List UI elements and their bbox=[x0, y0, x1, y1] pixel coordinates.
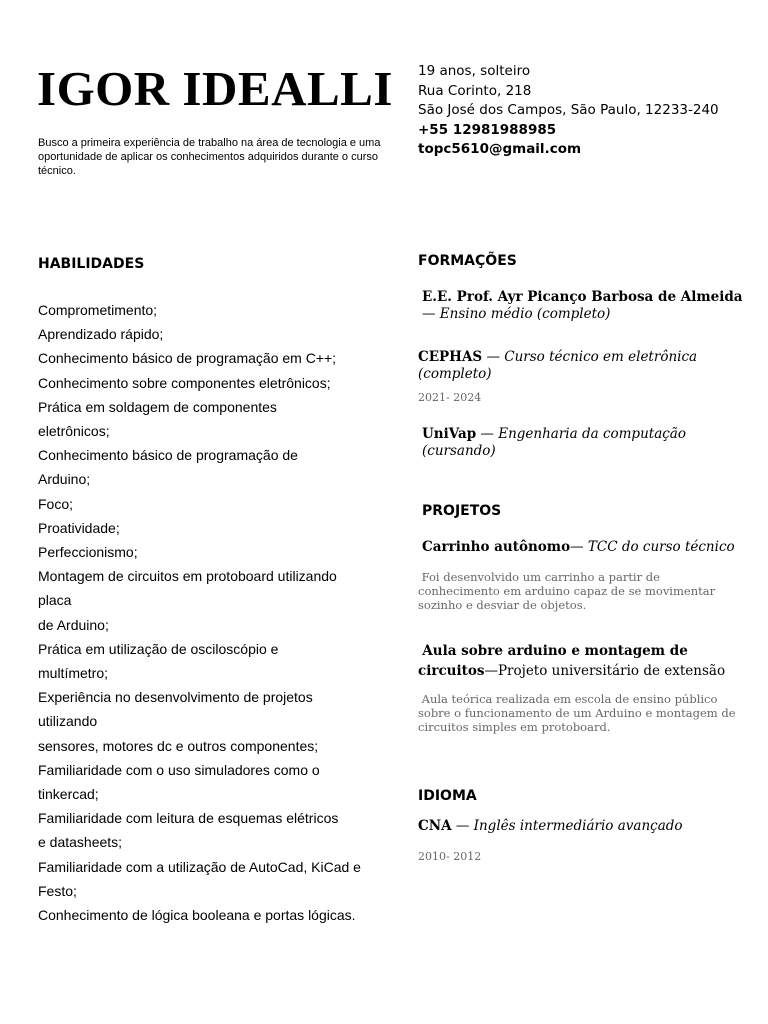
skill-line: multímetro; bbox=[38, 665, 109, 682]
skill-line: Conhecimento básico de programação em C++; bbox=[38, 350, 337, 367]
education-course: Ensino médio (completo) bbox=[439, 306, 611, 322]
contact-city: São José dos Campos, São Paulo, 12233-240 bbox=[418, 102, 719, 118]
skill-line: Comprometimento; bbox=[38, 302, 158, 318]
project-subtitle: Projeto universitário de extensão bbox=[497, 663, 726, 679]
projects-heading: PROJETOS bbox=[422, 503, 502, 519]
project-description bbox=[418, 692, 738, 734]
skill-line: e datasheets; bbox=[38, 834, 123, 851]
education-item bbox=[422, 426, 752, 460]
project-separator: — bbox=[484, 663, 498, 679]
education-dates: 2021- 2024 bbox=[418, 391, 482, 404]
skill-line: de Arduino; bbox=[38, 616, 109, 633]
project-separator: — bbox=[570, 539, 588, 555]
project-description-text: Aula teórica realizada em escola de ensino público sobre o funcionamento de um Arduino e montagem de circuitos simples em protoboard. bbox=[418, 692, 736, 734]
contact-phone: +55 12981988985 bbox=[418, 121, 557, 138]
project-item bbox=[422, 539, 752, 556]
skill-line: Perfeccionismo; bbox=[38, 544, 138, 561]
skills-list bbox=[38, 298, 378, 927]
skill-line: Experiência no desenvolvimento de projetos bbox=[38, 689, 313, 706]
contact-age-status: 19 anos, solteiro bbox=[418, 63, 531, 79]
education-item bbox=[418, 349, 748, 383]
project-name: Aula sobre arduino e montagem de circuitos bbox=[418, 643, 688, 679]
project-item bbox=[418, 641, 748, 681]
skills-heading: HABILIDADES bbox=[38, 256, 145, 272]
skill-line: Prática em soldagem de componentes bbox=[38, 398, 277, 415]
skill-line: Foco; bbox=[38, 495, 74, 512]
contact-email: topc5610@gmail.com bbox=[418, 141, 582, 157]
skill-line: eletrônicos; bbox=[38, 423, 110, 440]
project-name: Carrinho autônomo bbox=[422, 539, 571, 555]
candidate-name: IGOR IDEALLI bbox=[37, 61, 393, 116]
education-heading: FORMAÇÕES bbox=[418, 253, 517, 269]
language-separator: — bbox=[451, 818, 474, 834]
education-course: Engenharia da computação (cursando) bbox=[422, 426, 686, 459]
education-institution: UniVap bbox=[422, 426, 477, 442]
education-item bbox=[422, 289, 752, 323]
education-separator: — bbox=[482, 349, 505, 365]
skill-line: placa bbox=[38, 592, 72, 609]
skill-line: Arduino; bbox=[38, 471, 91, 488]
project-description bbox=[418, 570, 738, 612]
skill-line: Montagem de circuitos em protoboard utilizando bbox=[38, 568, 337, 585]
language-level: Inglês intermediário avançado bbox=[473, 818, 683, 834]
skill-line: Conhecimento básico de programação de bbox=[38, 447, 298, 464]
education-institution: CEPHAS bbox=[418, 349, 483, 365]
contact-street: Rua Corinto, 218 bbox=[418, 82, 532, 99]
skill-line: sensores, motores dc e outros componentes; bbox=[38, 737, 319, 754]
skill-line: Aprendizado rápido; bbox=[38, 326, 164, 343]
education-separator: — bbox=[422, 306, 440, 322]
skill-line: Conhecimento sobre componentes eletrônicos; bbox=[38, 374, 331, 391]
skill-line: Familiaridade com o uso simuladores como o bbox=[38, 761, 320, 778]
project-subtitle: TCC do curso técnico bbox=[587, 539, 735, 555]
skill-line: tinkercad; bbox=[38, 786, 99, 803]
skill-line: utilizando bbox=[38, 713, 98, 730]
skill-line: Familiaridade com a utilização de AutoCad, KiCad e bbox=[38, 858, 361, 875]
skill-line: Prática em utilização de osciloscópio e bbox=[38, 640, 279, 657]
skill-line: Festo; bbox=[38, 882, 77, 899]
summary-text: Busco a primeira experiência de trabalho na área de tecnologia e uma oportunidade de aplicar os conhecimentos adquiridos durante o curso técnico. bbox=[38, 137, 381, 177]
language-institution: CNA bbox=[418, 818, 452, 834]
education-course: Curso técnico em eletrônica (completo) bbox=[418, 349, 698, 382]
language-item bbox=[418, 818, 748, 835]
language-heading: IDIOMA bbox=[418, 788, 477, 804]
skill-line: Familiaridade com leitura de esquemas elétricos bbox=[38, 810, 339, 827]
contact-block bbox=[418, 62, 719, 160]
project-description-text: Foi desenvolvido um carrinho a partir de conhecimento em arduino capaz de se movimentar sozinho e desviar de objetos. bbox=[418, 570, 716, 612]
language-dates: 2010- 2012 bbox=[418, 850, 482, 863]
skill-line: Conhecimento de lógica booleana e portas lógicas. bbox=[38, 907, 356, 924]
skill-line: Proatividade; bbox=[38, 519, 120, 536]
education-separator: — bbox=[476, 426, 499, 442]
education-institution: E.E. Prof. Ayr Picanço Barbosa de Almeida bbox=[422, 289, 743, 305]
